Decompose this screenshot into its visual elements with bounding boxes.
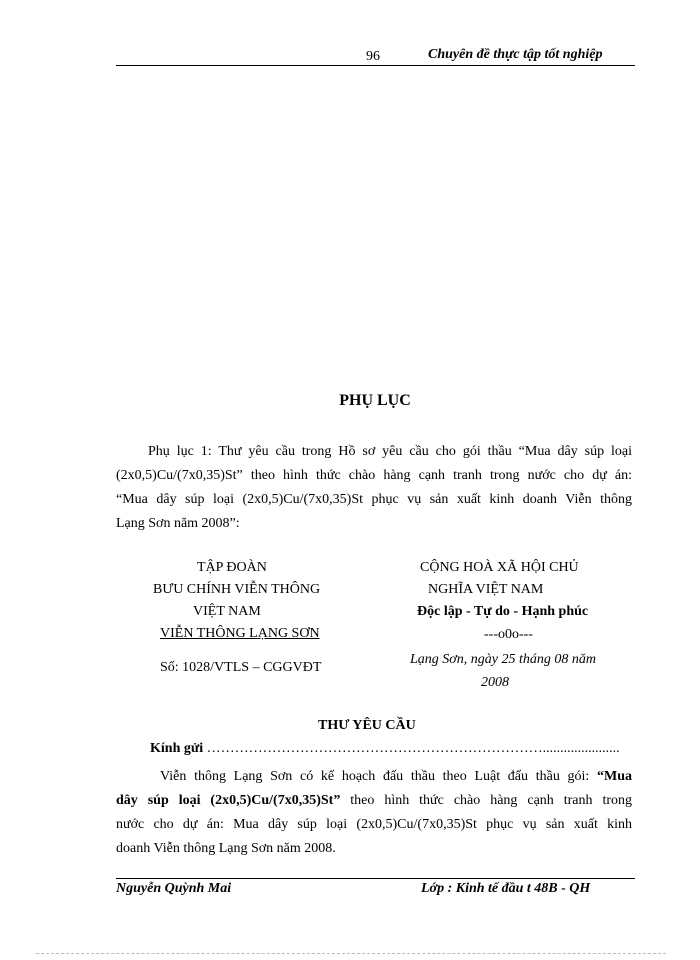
footer-rule [116,878,635,879]
org-line-4: VIỄN THÔNG LẠNG SƠN [160,626,320,641]
body-bold-text: “Mua [597,769,632,784]
body-text: Viễn thông Lạng Sơn có kế hoạch đấu thầu theo Luật đấu thầu gói: [160,769,597,784]
footer-author: Nguyễn Quỳnh Mai [116,881,232,896]
intro-line: Lạng Sơn năm 2008”: [116,516,240,531]
intro-line: (2x0,5)Cu/(7x0,35)St” theo hình thức chào hàng cạnh tranh trong nước cho dự án: [116,468,632,483]
date-line-1: Lạng Sơn, ngày 25 tháng 08 năm [410,652,596,667]
org-line-3: VIỆT NAM [193,604,261,619]
national-motto: Độc lập - Tự do - Hạnh phúc [417,604,589,619]
date-line-2: 2008 [481,675,509,690]
appendix-title: PHỤ LỤC [339,392,411,409]
org-line-2: BƯU CHÍNH VIỄN THÔNG [153,582,321,597]
header-rule [116,65,635,66]
motto-separator: ---o0o--- [484,627,533,642]
greeting-dots: ………………………………………………………………...................... [203,741,620,756]
letter-body-line [116,813,632,837]
footer-class: Lớp : Kinh tế đầu t 48B - QH [421,881,591,896]
greeting-label: Kính gửi [150,741,204,756]
body-text: nước cho dự án: Mua dây súp loại (2x0,5)Cu/(7x0,35)St phục vụ sản xuất kinh [116,817,632,832]
letter-title: THƯ YÊU CẦU [318,718,416,733]
letter-body [116,765,632,861]
body-text: theo hình thức chào hàng cạnh tranh trong [340,793,633,808]
reference-number: Số: 1028/VTLS – CGGVĐT [160,660,322,675]
letter-body-line [116,765,632,789]
header-title: Chuyên đề thực tập tốt nghiệp [428,47,603,62]
nation-line-1: CỘNG HOÀ XÃ HỘI CHỦ [420,560,579,575]
body-text: doanh Viễn thông Lạng Sơn năm 2008. [116,841,336,856]
letter-body-line [116,837,632,861]
page-bottom-divider [36,953,666,954]
greeting-line [150,741,620,757]
body-bold-text: dây súp loại (2x0,5)Cu/(7x0,35)St” [116,793,341,808]
intro-line: Phụ lục 1: Thư yêu cầu trong Hồ sơ yêu cầu cho gói thầu “Mua dây súp loại [148,444,632,459]
nation-line-2: NGHĨA VIỆT NAM [428,582,544,597]
intro-paragraph [116,440,632,536]
letter-body-line [116,789,632,813]
header-page-number: 96 [366,49,380,64]
org-line-1: TẬP ĐOÀN [197,560,267,575]
intro-line: “Mua dây súp loại (2x0,5)Cu/(7x0,35)St phục vụ sản xuất kinh doanh Viễn thông [116,492,632,507]
